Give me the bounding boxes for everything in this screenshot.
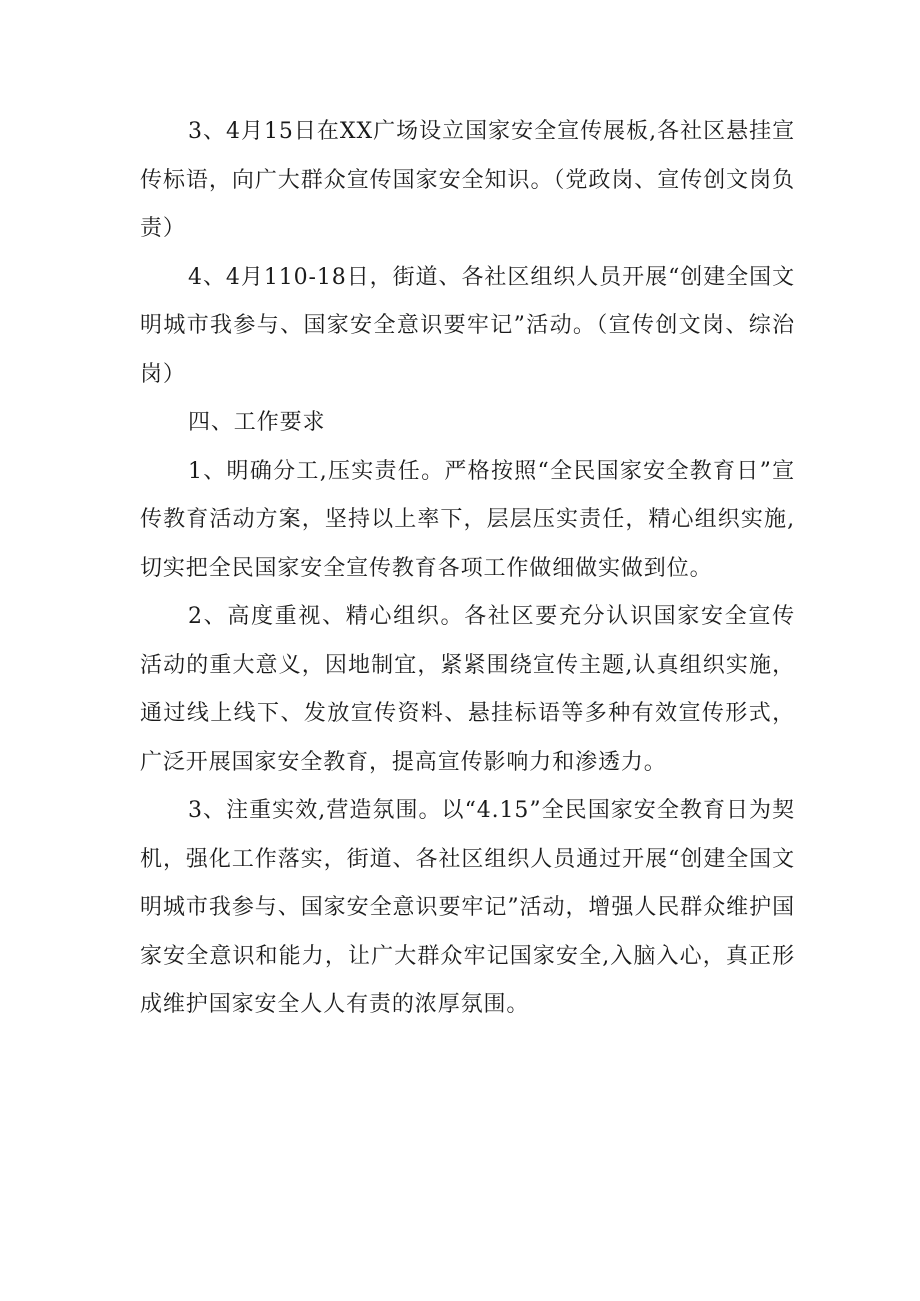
section-heading-requirements: 四、工作要求: [188, 410, 326, 435]
requirement-item-1: 1、明确分工,压实责任。严格按照“全民国家安全教育日”宣传教育活动方案，坚持以上率下，层层压实责任，精心组织实施,切实把全民国家安全宣传教育各项工作做细做实做到位。: [140, 458, 795, 581]
document-body: [140, 108, 795, 1030]
paragraph-item-4: 4、4月110-18日，街道、各社区组织人员开展“创建全国文明城市我参与、国家安全意识要牢记”活动。（宣传创文岗、综治岗）: [140, 264, 795, 387]
requirement-item-3: 3、注重实效,营造氛围。以“4.15”全民国家安全教育日为契机，强化工作落实，街道、各社区组织人员通过开展“创建全国文明城市我参与、国家安全意识要牢记”活动，增强人民群众维护国家安全意识和能力，让广大群众牢记国家安全,入脑入心，真正形成维护国家安全人人有责的浓厚氛围。: [140, 798, 795, 1017]
requirement-item-2: 2、高度重视、精心组织。各社区要充分认识国家安全宣传活动的重大意义，因地制宜，紧紧围绕宣传主题,认真组织实施，通过线上线下、发放宣传资料、悬挂标语等多种有效宣传形式，广泛开展国家安全教育，提高宣传影响力和渗透力。: [140, 604, 795, 775]
paragraph-item-3: 3、4月15日在XX广场设立国家安全宣传展板,各社区悬挂宣传标语，向广大群众宣传国家安全知识。（党政岗、宣传创文岗负责）: [140, 119, 795, 241]
